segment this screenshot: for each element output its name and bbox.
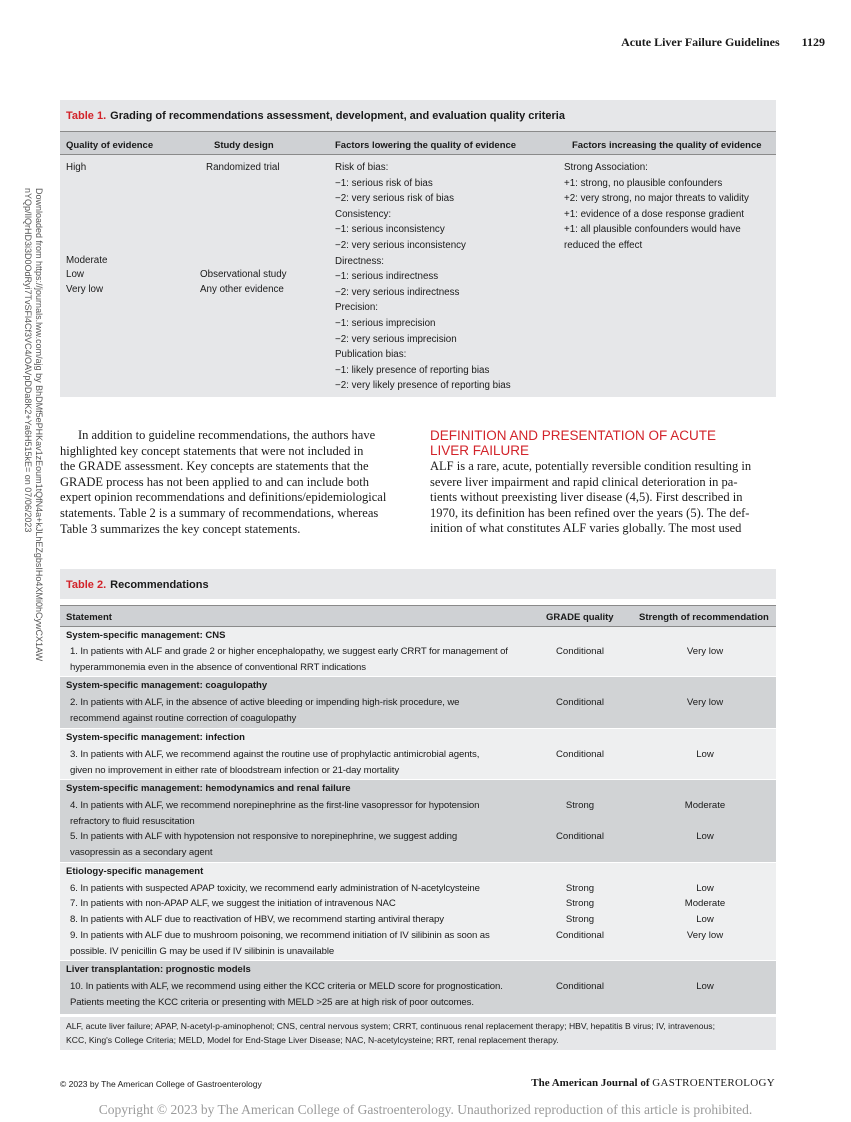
table-2-label: Table 2.	[66, 579, 107, 591]
design-cell: Any other evidence	[200, 284, 284, 295]
recommendation-text: 3. In patients with ALF, we recommend against the routine use of prophylactic antimicrobial agents, given no improvement in either rate of bloodstream infection or 21-day mortality	[70, 749, 480, 776]
section-heading: System-specific management: CNS	[66, 630, 226, 641]
download-note-text: Downloaded from https://journals.lww.com/ajg by BhDMf5ePHKav1zEoum1tQfN4a+kJLhEZgbsIHo4XMi0hCywCX1AW nYQp/IlQrHD3i3D0OdRyi7TvSFl4Cf3VC4/OAVpDDa8K2+Ya6H515kE= on 07/06/2023	[23, 188, 44, 662]
rec-section-transplantation	[60, 961, 776, 1015]
download-side-note	[8, 188, 48, 688]
design-cell: Observational study	[200, 269, 287, 280]
grade-quality: Strong	[565, 898, 595, 909]
table-1-title: Grading of recommendations assessment, development, and evaluation quality criteria	[110, 110, 565, 122]
col-header-quality: Quality of evidence	[66, 140, 154, 151]
table-1	[60, 100, 776, 397]
strength-of-recommendation: Moderate	[684, 898, 726, 909]
grade-quality: Conditional	[555, 981, 604, 992]
section-heading: System-specific management: hemodynamics and renal failure	[66, 783, 351, 794]
col-header-grade: GRADE quality	[546, 612, 614, 623]
recommendation-text: 9. In patients with ALF due to mushroom poisoning, we recommend initiation of IV silibinin as soon as possible. IV penicillin G may be used if IV silibinin is unavailable	[70, 930, 490, 957]
strength-of-recommendation: Low	[696, 883, 714, 894]
grade-quality: Strong	[565, 914, 595, 925]
lowering-factors-list: Risk of bias: −1: serious risk of bias −2: very serious risk of bias Consistency: −1: serious inconsistency −2: very serious inconsistency Directness: −1: serious indirectness −2: very serious indirectness Precision: −1: serious imprecision −2: very serious imprecision Publication bias: −1: likely presence of reporting bias −2: very likely presence of reporting bias	[335, 162, 511, 392]
strength-of-recommendation: Low	[696, 914, 714, 925]
recommendation-text: 8. In patients with ALF due to reactivation of HBV, we recommend starting antiviral therapy	[70, 914, 444, 925]
journal-name: GASTROENTEROLOGY	[652, 1077, 775, 1089]
strength-of-recommendation: Very low	[686, 646, 724, 657]
strength-of-recommendation: Very low	[686, 697, 724, 708]
strength-of-recommendation: Low	[696, 831, 714, 842]
copyright-notice: Copyright © 2023 by The American College of Gastroenterology. Unauthorized reproduction of this article is prohibited.	[98, 1102, 753, 1117]
grade-quality: Strong	[565, 883, 595, 894]
footer-publisher: © 2023 by The American College of Gastroenterology	[60, 1079, 262, 1089]
rec-section-coagulopathy	[60, 677, 776, 729]
section-heading: DEFINITION AND PRESENTATION OF ACUTE LIVER FAILURE	[430, 428, 717, 458]
table-2	[60, 569, 776, 1052]
col-header-strength: Strength of recommendation	[639, 612, 769, 623]
section-heading: Liver transplantation: prognostic models	[66, 964, 251, 975]
design-cell: Randomized trial	[206, 162, 280, 173]
strength-of-recommendation: Moderate	[684, 800, 726, 811]
recommendation-text: 10. In patients with ALF, we recommend using either the KCC criteria or MELD score for prognostication. Patients meeting the KCC criteria or presenting with MELD >25 are at high risk of poor outcomes.	[70, 981, 503, 1008]
body-text-right: ALF is a rare, acute, potentially reversible condition resulting in severe liver impairment and rapid clinical deterioration in pa- tients without preexisting liver disease (4,5). First described in 1970, its definition has been refined over the years (5). The def- inition of what constitutes ALF varies globally. The most used	[430, 459, 752, 536]
quality-cell: Low	[66, 269, 84, 280]
rec-section-infection	[60, 729, 776, 780]
quality-cell: Moderate	[66, 255, 108, 266]
table-2-caption	[66, 579, 209, 591]
footer-journal: The American Journal of GASTROENTEROLOGY	[531, 1077, 775, 1089]
table-2-header-row	[60, 605, 776, 627]
col-header-design: Study design	[214, 140, 274, 151]
table-2-caption-bar	[60, 569, 776, 599]
body-text-left: In addition to guideline recommendations, the authors have highlighted key concept statements that were not included in the GRADE assessment. Key concepts are statements that the GRADE process has not been applied to and can include both expert opinion recommendations and definitions/epidemiological statements. Table 2 is a summary of recommendations, whereas Table 3 summarizes the key concept statements.	[60, 428, 387, 536]
rec-section-cns	[60, 627, 776, 677]
section-heading: System-specific management: infection	[66, 732, 245, 743]
rec-section-etiology	[60, 863, 776, 961]
table-1-header-row	[60, 131, 776, 155]
page-number: 1129	[801, 35, 825, 49]
table-1-caption	[66, 110, 565, 122]
grade-quality: Conditional	[555, 646, 604, 657]
grade-quality: Conditional	[555, 831, 604, 842]
recommendation-text: 1. In patients with ALF and grade 2 or higher encephalopathy, we suggest early CRRT for management of hyperammonemia even in the absence of conventional RRT indications	[70, 646, 508, 673]
rec-section-hemodynamics	[60, 780, 776, 863]
recommendation-text: 4. In patients with ALF, we recommend norepinephrine as the first-line vasopressor for hypotension refractory to fluid resuscitation	[70, 800, 480, 827]
strength-of-recommendation: Low	[696, 981, 714, 992]
grade-quality: Conditional	[555, 697, 604, 708]
col-header-statement: Statement	[66, 612, 112, 623]
grade-quality: Conditional	[555, 930, 604, 941]
strength-of-recommendation: Low	[696, 749, 714, 760]
increasing-factors-list: Strong Association: +1: strong, no plausible confounders +2: very strong, no major threats to validity +1: evidence of a dose response gradient +1: all plausible confounders would have reduced the effect	[564, 162, 749, 251]
quality-cell: Very low	[66, 284, 104, 295]
col-header-increasing: Factors increasing the quality of evidence	[572, 140, 762, 151]
quality-cell: High	[66, 162, 87, 173]
grade-quality: Strong	[565, 800, 595, 811]
grade-quality: Conditional	[555, 749, 604, 760]
section-heading: Etiology-specific management	[66, 866, 204, 877]
recommendation-text: 2. In patients with ALF, in the absence of active bleeding or impending high-risk procedure, we recommend against routine correction of coagulopathy	[70, 697, 460, 724]
col-header-lowering: Factors lowering the quality of evidence	[335, 140, 517, 151]
recommendation-text: 6. In patients with suspected APAP toxicity, we recommend early administration of N-acetylcysteine	[70, 883, 480, 894]
strength-of-recommendation: Very low	[686, 930, 724, 941]
running-title: Acute Liver Failure Guidelines	[621, 35, 780, 49]
table-1-label: Table 1.	[66, 110, 107, 122]
table-2-footnote: ALF, acute liver failure; APAP, N-acetyl-p-aminophenol; CNS, central nervous system; CRRT, continuous renal replacement therapy; HBV, hepatitis B virus; IV, intravenous; KCC, King's College Criteria; MELD, Model for End-Stage Liver Disease; NAC, N-acetylcysteine; RRT, renal replacement therapy.	[60, 1017, 776, 1050]
table-2-title: Recommendations	[110, 579, 209, 591]
recommendation-text: 7. In patients with non-APAP ALF, we suggest the initiation of intravenous NAC	[70, 898, 396, 909]
running-header	[621, 35, 825, 50]
recommendation-text: 5. In patients with ALF with hypotension not responsive to norepinephrine, we suggest adding vasopressin as a secondary agent	[70, 831, 458, 858]
section-heading: System-specific management: coagulopathy	[66, 680, 268, 691]
